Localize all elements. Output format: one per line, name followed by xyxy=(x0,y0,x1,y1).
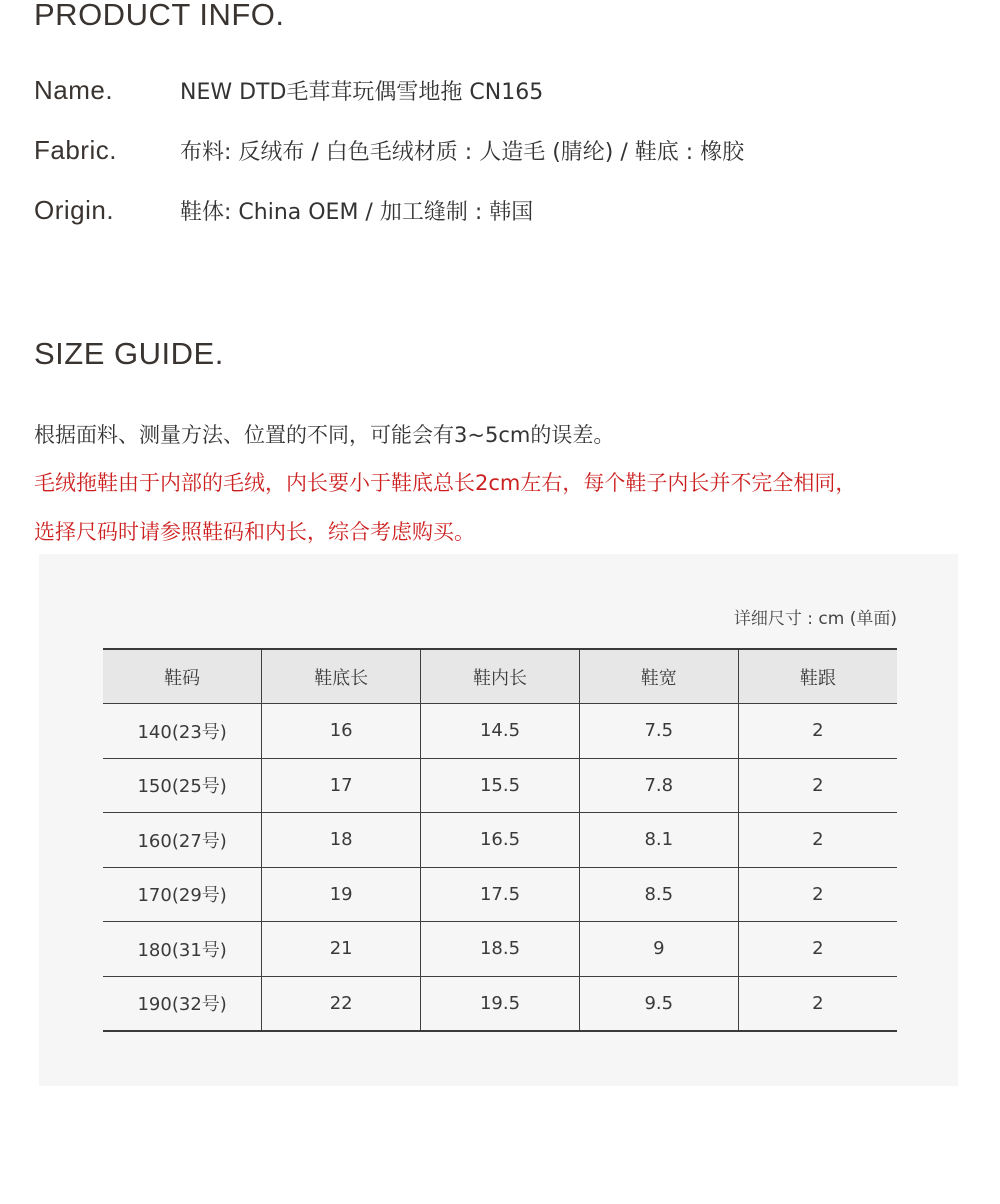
size-selection-advice: 选择尺码时请参照鞋码和内长，综合考虑购买。 xyxy=(34,520,475,544)
table-row xyxy=(103,922,897,977)
unit-note: 详细尺寸 : cm (单面) xyxy=(733,609,897,629)
cell-shoe-width: 8.5 xyxy=(579,867,738,922)
cell-sole-length: 19 xyxy=(262,867,421,922)
fabric-label: Fabric. xyxy=(34,134,117,165)
table-row xyxy=(103,813,897,868)
cell-shoe-width: 8.1 xyxy=(579,813,738,868)
header-shoe-width: 鞋宽 xyxy=(579,649,738,704)
table-row xyxy=(103,867,897,922)
cell-inner-length: 16.5 xyxy=(421,813,580,868)
cell-heel-height: 2 xyxy=(738,867,897,922)
size-guide-title: SIZE GUIDE. xyxy=(34,336,224,371)
cell-sole-length: 22 xyxy=(262,976,421,1031)
cell-shoe-size: 160(27号) xyxy=(103,813,262,868)
cell-shoe-size: 180(31号) xyxy=(103,922,262,977)
origin-label: Origin. xyxy=(34,194,115,225)
fabric-value: 布料: 反绒布 / 白色毛绒材质 : 人造毛 (腈纶) / 鞋底 : 橡胶 xyxy=(180,139,745,165)
size-table-panel xyxy=(39,554,958,1086)
table-header-row xyxy=(103,649,897,704)
size-table xyxy=(103,648,897,1032)
cell-inner-length: 15.5 xyxy=(421,758,580,813)
cell-inner-length: 17.5 xyxy=(421,867,580,922)
cell-sole-length: 18 xyxy=(262,813,421,868)
table-row xyxy=(103,704,897,759)
cell-shoe-width: 9.5 xyxy=(579,976,738,1031)
measurement-error-note: 根据面料、测量方法、位置的不同，可能会有3~5cm的误差。 xyxy=(34,423,615,447)
cell-shoe-width: 7.5 xyxy=(579,704,738,759)
header-sole-length: 鞋底长 xyxy=(262,649,421,704)
name-value: NEW DTD毛茸茸玩偶雪地拖 CN165 xyxy=(180,79,544,105)
cell-shoe-size: 190(32号) xyxy=(103,976,262,1031)
header-inner-length: 鞋内长 xyxy=(421,649,580,704)
cell-sole-length: 21 xyxy=(262,922,421,977)
header-heel-height: 鞋跟 xyxy=(738,649,897,704)
info-row-name xyxy=(34,70,543,110)
table-row xyxy=(103,976,897,1031)
cell-heel-height: 2 xyxy=(738,922,897,977)
product-info-title: PRODUCT INFO. xyxy=(34,0,285,32)
cell-sole-length: 17 xyxy=(262,758,421,813)
cell-heel-height: 2 xyxy=(738,976,897,1031)
cell-shoe-size: 170(29号) xyxy=(103,867,262,922)
cell-heel-height: 2 xyxy=(738,704,897,759)
cell-shoe-width: 7.8 xyxy=(579,758,738,813)
cell-heel-height: 2 xyxy=(738,758,897,813)
cell-shoe-size: 140(23号) xyxy=(103,704,262,759)
info-row-origin xyxy=(34,190,533,230)
inner-length-warning: 毛绒拖鞋由于内部的毛绒，内长要小于鞋底总长2cm左右，每个鞋子内长并不完全相同， xyxy=(34,471,857,495)
header-shoe-size: 鞋码 xyxy=(103,649,262,704)
origin-value: 鞋体: China OEM / 加工缝制 : 韩国 xyxy=(180,199,534,225)
cell-shoe-width: 9 xyxy=(579,922,738,977)
cell-inner-length: 14.5 xyxy=(421,704,580,759)
cell-sole-length: 16 xyxy=(262,704,421,759)
cell-inner-length: 19.5 xyxy=(421,976,580,1031)
info-row-fabric xyxy=(34,130,744,170)
cell-heel-height: 2 xyxy=(738,813,897,868)
cell-inner-length: 18.5 xyxy=(421,922,580,977)
table-row xyxy=(103,758,897,813)
name-label: Name. xyxy=(34,74,114,105)
cell-shoe-size: 150(25号) xyxy=(103,758,262,813)
